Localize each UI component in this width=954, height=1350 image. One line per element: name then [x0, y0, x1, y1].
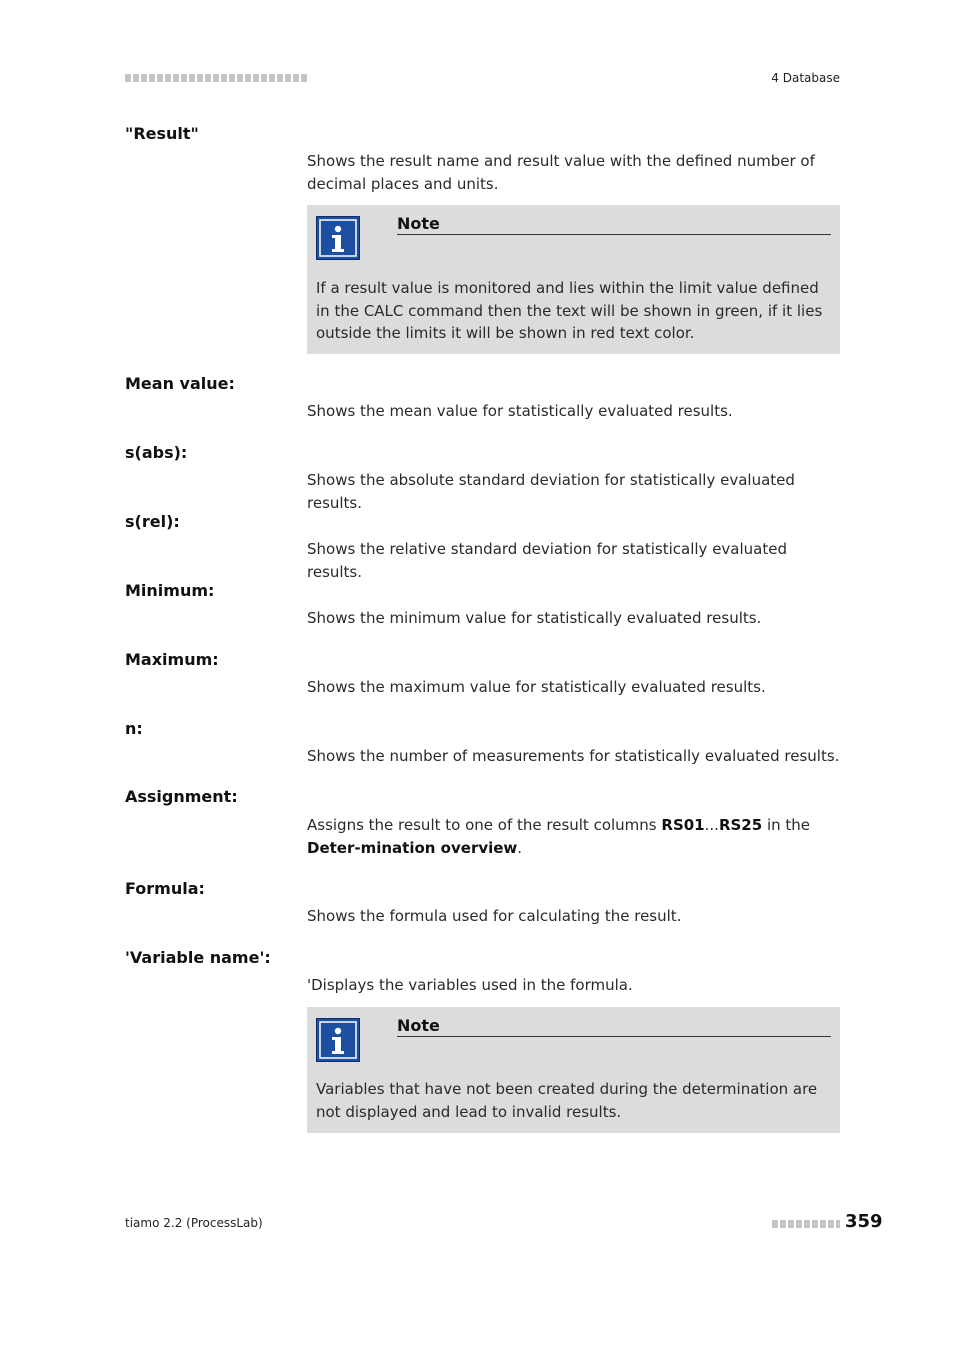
footer-decoration	[772, 1220, 840, 1228]
note-title: Note	[397, 214, 831, 235]
description-mean-value: Shows the mean value for statistically evaluated results.	[307, 402, 733, 420]
term-maximum: Maximum:	[125, 650, 219, 669]
term-n: n:	[125, 719, 143, 738]
description-maximum: Shows the maximum value for statistically evaluated results.	[307, 678, 766, 696]
note-box	[307, 1007, 840, 1133]
description-s-rel: Shows the relative standard deviation for statistically evaluated results.	[307, 540, 787, 581]
footer-product: tiamo 2.2 (ProcessLab)	[125, 1216, 263, 1230]
description-s-abs: Shows the absolute standard deviation for statistically evaluated results.	[307, 471, 795, 512]
description-variable-name: 'Displays the variables used in the formula.	[307, 976, 633, 994]
note-title: Note	[397, 1016, 831, 1037]
term-variable-name: 'Variable name':	[125, 948, 271, 967]
term-mean-value: Mean value:	[125, 374, 235, 393]
term-minimum: Minimum:	[125, 581, 215, 600]
description-formula: Shows the formula used for calculating the result.	[307, 907, 682, 925]
description-assignment: Assigns the result to one of the result columns RS01...RS25 in the Deter-mination overview.	[307, 816, 810, 857]
info-icon	[316, 1018, 360, 1062]
note-box	[307, 205, 840, 354]
info-icon	[316, 216, 360, 260]
header-decoration	[125, 74, 307, 82]
page-number: 359	[845, 1211, 883, 1232]
description-result: Shows the result name and result value with the defined number of decimal places and units.	[307, 152, 815, 193]
term-s-rel: s(rel):	[125, 512, 180, 531]
note-text: Variables that have not been created during the determination are not displayed and lead to invalid results.	[316, 1080, 818, 1121]
term-assignment: Assignment:	[125, 787, 238, 806]
description-minimum: Shows the minimum value for statistically evaluated results.	[307, 609, 762, 627]
note-text: If a result value is monitored and lies within the limit value defined in the CALC command then the text will be shown in green, if it lies outside the limits it will be shown in red text color.	[316, 279, 823, 342]
description-n: Shows the number of measurements for statistically evaluated results.	[307, 747, 840, 765]
term-result: "Result"	[125, 124, 199, 143]
chapter-title: 4 Database	[771, 71, 840, 85]
term-s-abs: s(abs):	[125, 443, 188, 462]
term-formula: Formula:	[125, 879, 205, 898]
